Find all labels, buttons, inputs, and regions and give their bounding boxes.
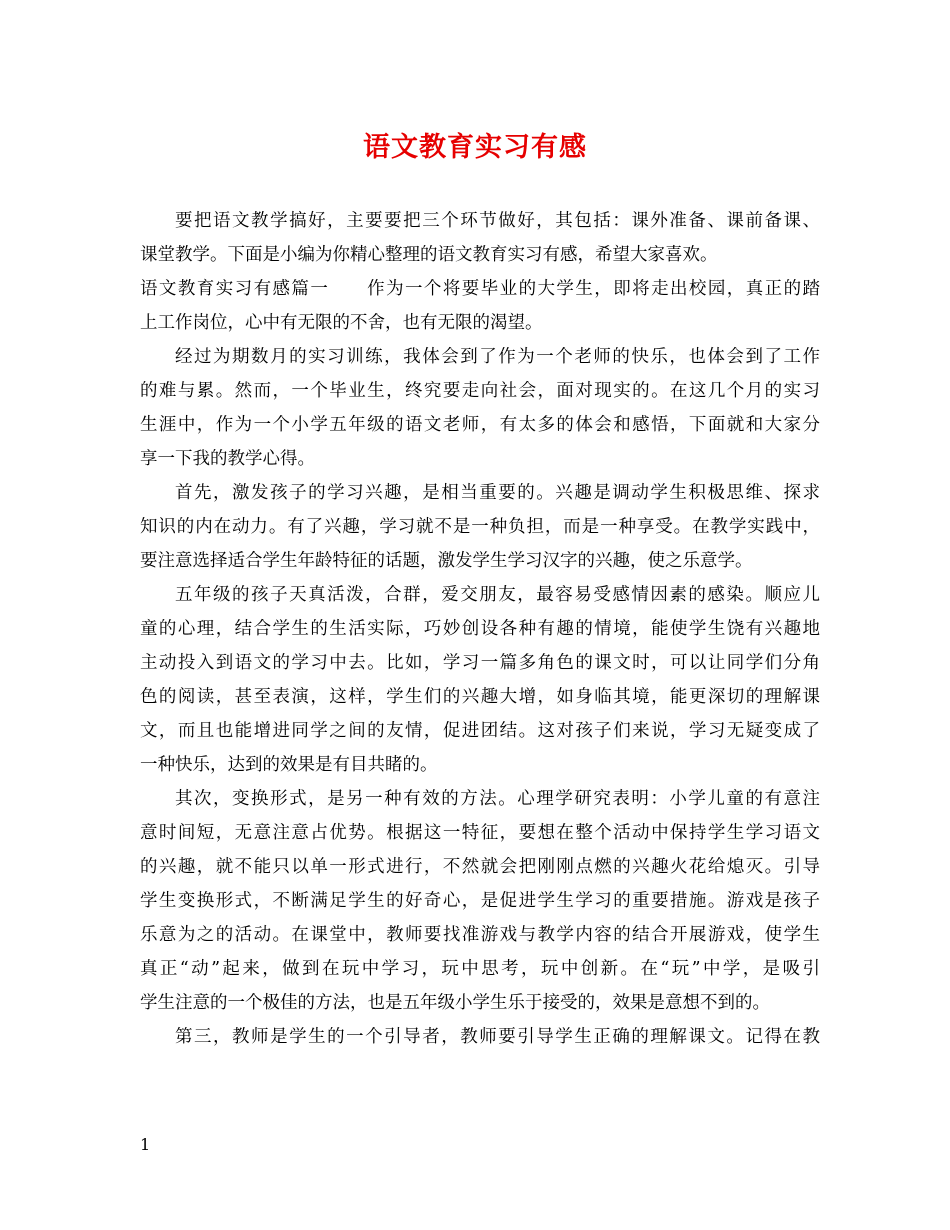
body-line: 色的阅读，甚至表演，这样，学生们的兴趣大增，如身临其境，能更深切的理解课 xyxy=(140,687,820,707)
body-line: 其次，变换形式，是另一种有效的方法。心理学研究表明：小学儿童的有意注 xyxy=(175,789,820,809)
body-line: 学生注意的一个极佳的方法，也是五年级小学生乐于接受的，效果是意想不到的。 xyxy=(140,993,770,1013)
body-line: 要把语文教学搞好，主要要把三个环节做好，其包括：课外准备、课前备课、 xyxy=(175,211,820,231)
body-line: 的兴趣，就不能只以单一形式进行，不然就会把刚刚点燃的兴趣火花给熄灭。引导 xyxy=(140,857,820,877)
body-line: 享一下我的教学心得。 xyxy=(140,449,315,469)
document-body xyxy=(140,204,820,1054)
body-line: 童的心理，结合学生的生活实际，巧妙创设各种有趣的情境，能使学生饶有兴趣地 xyxy=(140,619,820,639)
body-line: 一种快乐，达到的效果是有目共睹的。 xyxy=(140,755,438,775)
body-line: 真正“动”起来，做到在玩中学习，玩中思考，玩中创新。在“玩”中学，是吸引 xyxy=(140,959,820,979)
body-line: 文，而且也能增进同学之间的友情，促进团结。这对孩子们来说，学习无疑变成了 xyxy=(140,721,820,741)
body-line: 五年级的孩子天真活泼，合群，爱交朋友，最容易受感情因素的感染。顺应儿 xyxy=(175,585,820,605)
body-line: 课堂教学。下面是小编为你精心整理的语文教育实习有感，希望大家喜欢。 xyxy=(140,245,718,265)
body-line: 意时间短，无意注意占优势。根据这一特征，要想在整个活动中保持学生学习语文 xyxy=(140,823,820,843)
body-line: 首先，激发孩子的学习兴趣，是相当重要的。兴趣是调动学生积极思维、探求 xyxy=(175,483,820,503)
body-line: 的难与累。然而，一个毕业生，终究要走向社会，面对现实的。在这几个月的实习 xyxy=(140,381,820,401)
body-line: 要注意选择适合学生年龄特征的话题，激发学生学习汉字的兴趣，使之乐意学。 xyxy=(140,551,753,571)
page-number: 1 xyxy=(140,1135,151,1154)
body-line: 乐意为之的活动。在课堂中，教师要找准游戏与教学内容的结合开展游戏，使学生 xyxy=(140,925,820,945)
body-line: 语文教育实习有感篇一 作为一个将要毕业的大学生，即将走出校园，真正的踏 xyxy=(140,279,820,299)
body-line: 主动投入到语文的学习中去。比如，学习一篇多角色的课文时，可以让同学们分角 xyxy=(140,653,820,673)
body-line: 知识的内在动力。有了兴趣，学习就不是一种负担，而是一种享受。在教学实践中， xyxy=(140,517,820,537)
body-line: 学生变换形式，不断满足学生的好奇心，是促进学生学习的重要措施。游戏是孩子 xyxy=(140,891,820,911)
body-line: 生涯中，作为一个小学五年级的语文老师，有太多的体会和感悟，下面就和大家分 xyxy=(140,415,820,435)
document-title: 语文教育实习有感 xyxy=(363,132,587,163)
body-line: 经过为期数月的实习训练，我体会到了作为一个老师的快乐，也体会到了工作 xyxy=(175,347,820,367)
body-line: 上工作岗位，心中有无限的不舍，也有无限的渴望。 xyxy=(140,313,543,333)
body-line: 第三，教师是学生的一个引导者，教师要引导学生正确的理解课文。记得在教 xyxy=(175,1027,820,1047)
